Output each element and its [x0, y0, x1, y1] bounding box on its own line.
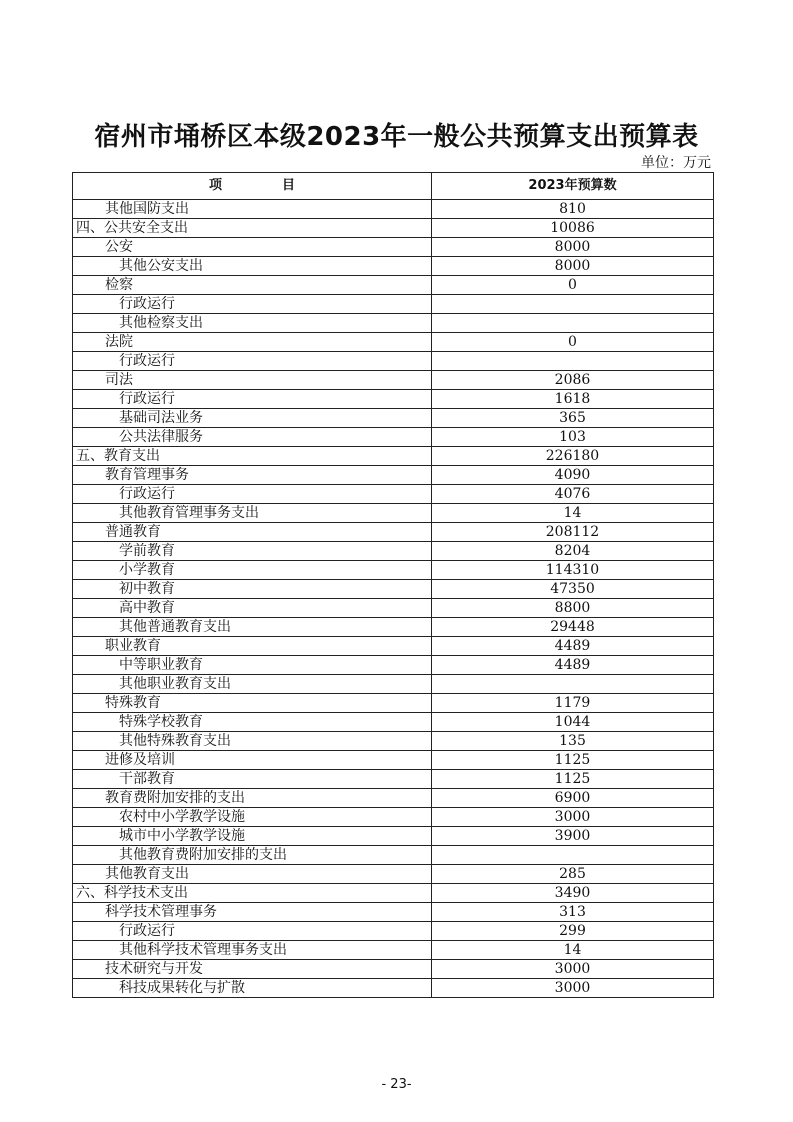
row-item-name: 行政运行	[73, 485, 432, 504]
row-budget-value: 14	[432, 504, 714, 523]
table-row	[73, 200, 714, 219]
table-row	[73, 371, 714, 390]
row-budget-value: 285	[432, 865, 714, 884]
table-row	[73, 656, 714, 675]
row-item-name: 特殊教育	[73, 694, 432, 713]
page-number: - 23-	[381, 1077, 412, 1092]
row-item-name: 其他检察支出	[73, 314, 432, 333]
row-budget-value: 8000	[432, 238, 714, 257]
table-row	[73, 390, 714, 409]
header-item-b: 目	[282, 178, 296, 193]
budget-table	[72, 172, 714, 998]
table-row	[73, 770, 714, 789]
row-item-name: 行政运行	[73, 390, 432, 409]
table-row	[73, 333, 714, 352]
table-row	[73, 352, 714, 371]
table-row	[73, 409, 714, 428]
row-item-name: 农村中小学教学设施	[73, 808, 432, 827]
table-row	[73, 561, 714, 580]
table-row	[73, 960, 714, 979]
row-budget-value: 3490	[432, 884, 714, 903]
row-item-name: 高中教育	[73, 599, 432, 618]
row-item-name: 基础司法业务	[73, 409, 432, 428]
table-row	[73, 713, 714, 732]
table-row	[73, 675, 714, 694]
row-budget-value: 226180	[432, 447, 714, 466]
row-budget-value: 0	[432, 333, 714, 352]
row-item-name: 检察	[73, 276, 432, 295]
table-row	[73, 447, 714, 466]
row-budget-value: 135	[432, 732, 714, 751]
row-budget-value: 4489	[432, 637, 714, 656]
table-header-row	[73, 173, 714, 200]
row-budget-value: 10086	[432, 219, 714, 238]
row-budget-value: 3900	[432, 827, 714, 846]
table-row	[73, 732, 714, 751]
table-row	[73, 979, 714, 998]
document-title: 宿州市埇桥区本级2023年一般公共预算支出预算表	[94, 122, 699, 152]
table-row	[73, 637, 714, 656]
row-item-name: 四、公共安全支出	[73, 219, 432, 238]
header-budget: 2023年预算数	[432, 173, 714, 200]
table-row	[73, 485, 714, 504]
row-budget-value: 4489	[432, 656, 714, 675]
table-row	[73, 219, 714, 238]
table-row	[73, 257, 714, 276]
row-budget-value: 29448	[432, 618, 714, 637]
table-row	[73, 580, 714, 599]
row-budget-value: 313	[432, 903, 714, 922]
row-item-name: 小学教育	[73, 561, 432, 580]
table-row	[73, 694, 714, 713]
table-row	[73, 238, 714, 257]
row-item-name: 科学技术管理事务	[73, 903, 432, 922]
table-row	[73, 428, 714, 447]
row-item-name: 其他科学技术管理事务支出	[73, 941, 432, 960]
row-item-name: 其他普通教育支出	[73, 618, 432, 637]
row-budget-value: 114310	[432, 561, 714, 580]
row-budget-value: 103	[432, 428, 714, 447]
row-item-name: 司法	[73, 371, 432, 390]
table-row	[73, 922, 714, 941]
row-budget-value: 208112	[432, 523, 714, 542]
row-item-name: 公共法律服务	[73, 428, 432, 447]
row-item-name: 普通教育	[73, 523, 432, 542]
row-item-name: 学前教育	[73, 542, 432, 561]
row-budget-value: 14	[432, 941, 714, 960]
table-row	[73, 523, 714, 542]
row-budget-value: 4076	[432, 485, 714, 504]
row-item-name: 技术研究与开发	[73, 960, 432, 979]
row-item-name: 特殊学校教育	[73, 713, 432, 732]
row-budget-value: 1125	[432, 751, 714, 770]
row-budget-value: 2086	[432, 371, 714, 390]
row-item-name: 教育费附加安排的支出	[73, 789, 432, 808]
table-row	[73, 751, 714, 770]
table-row	[73, 884, 714, 903]
row-item-name: 其他教育管理事务支出	[73, 504, 432, 523]
row-budget-value: 1125	[432, 770, 714, 789]
table-row	[73, 865, 714, 884]
row-item-name: 行政运行	[73, 295, 432, 314]
row-budget-value: 8204	[432, 542, 714, 561]
table-row	[73, 314, 714, 333]
row-budget-value: 8000	[432, 257, 714, 276]
unit-label: 单位：万元	[641, 155, 711, 171]
row-item-name: 职业教育	[73, 637, 432, 656]
row-item-name: 城市中小学教学设施	[73, 827, 432, 846]
row-budget-value	[432, 675, 714, 694]
row-budget-value	[432, 352, 714, 371]
row-item-name: 其他职业教育支出	[73, 675, 432, 694]
row-item-name: 教育管理事务	[73, 466, 432, 485]
header-item	[73, 173, 432, 200]
row-item-name: 其他教育支出	[73, 865, 432, 884]
table-row	[73, 504, 714, 523]
row-budget-value: 3000	[432, 979, 714, 998]
row-budget-value: 1044	[432, 713, 714, 732]
row-item-name: 行政运行	[73, 922, 432, 941]
row-item-name: 干部教育	[73, 770, 432, 789]
row-item-name: 五、教育支出	[73, 447, 432, 466]
row-item-name: 公安	[73, 238, 432, 257]
header-item-a: 项	[208, 178, 222, 193]
row-budget-value: 3000	[432, 808, 714, 827]
row-item-name: 初中教育	[73, 580, 432, 599]
table-row	[73, 618, 714, 637]
row-item-name: 科技成果转化与扩散	[73, 979, 432, 998]
row-budget-value: 6900	[432, 789, 714, 808]
row-item-name: 中等职业教育	[73, 656, 432, 675]
row-item-name: 其他国防支出	[73, 200, 432, 219]
row-item-name: 行政运行	[73, 352, 432, 371]
table-row	[73, 295, 714, 314]
table-row	[73, 827, 714, 846]
row-budget-value: 4090	[432, 466, 714, 485]
table-row	[73, 276, 714, 295]
table-row	[73, 789, 714, 808]
row-item-name: 法院	[73, 333, 432, 352]
row-item-name: 其他公安支出	[73, 257, 432, 276]
row-budget-value	[432, 295, 714, 314]
row-budget-value: 1179	[432, 694, 714, 713]
row-budget-value: 8800	[432, 599, 714, 618]
table-row	[73, 941, 714, 960]
row-item-name: 进修及培训	[73, 751, 432, 770]
table-row	[73, 846, 714, 865]
row-item-name: 其他教育费附加安排的支出	[73, 846, 432, 865]
row-budget-value: 0	[432, 276, 714, 295]
row-budget-value: 299	[432, 922, 714, 941]
table-row	[73, 599, 714, 618]
table-row	[73, 466, 714, 485]
row-budget-value: 1618	[432, 390, 714, 409]
row-budget-value: 3000	[432, 960, 714, 979]
row-budget-value	[432, 846, 714, 865]
row-budget-value	[432, 314, 714, 333]
row-budget-value: 365	[432, 409, 714, 428]
row-budget-value: 810	[432, 200, 714, 219]
table-row	[73, 542, 714, 561]
row-item-name: 其他特殊教育支出	[73, 732, 432, 751]
table-row	[73, 808, 714, 827]
row-budget-value: 47350	[432, 580, 714, 599]
table-body	[73, 200, 714, 998]
row-item-name: 六、科学技术支出	[73, 884, 432, 903]
table-row	[73, 903, 714, 922]
